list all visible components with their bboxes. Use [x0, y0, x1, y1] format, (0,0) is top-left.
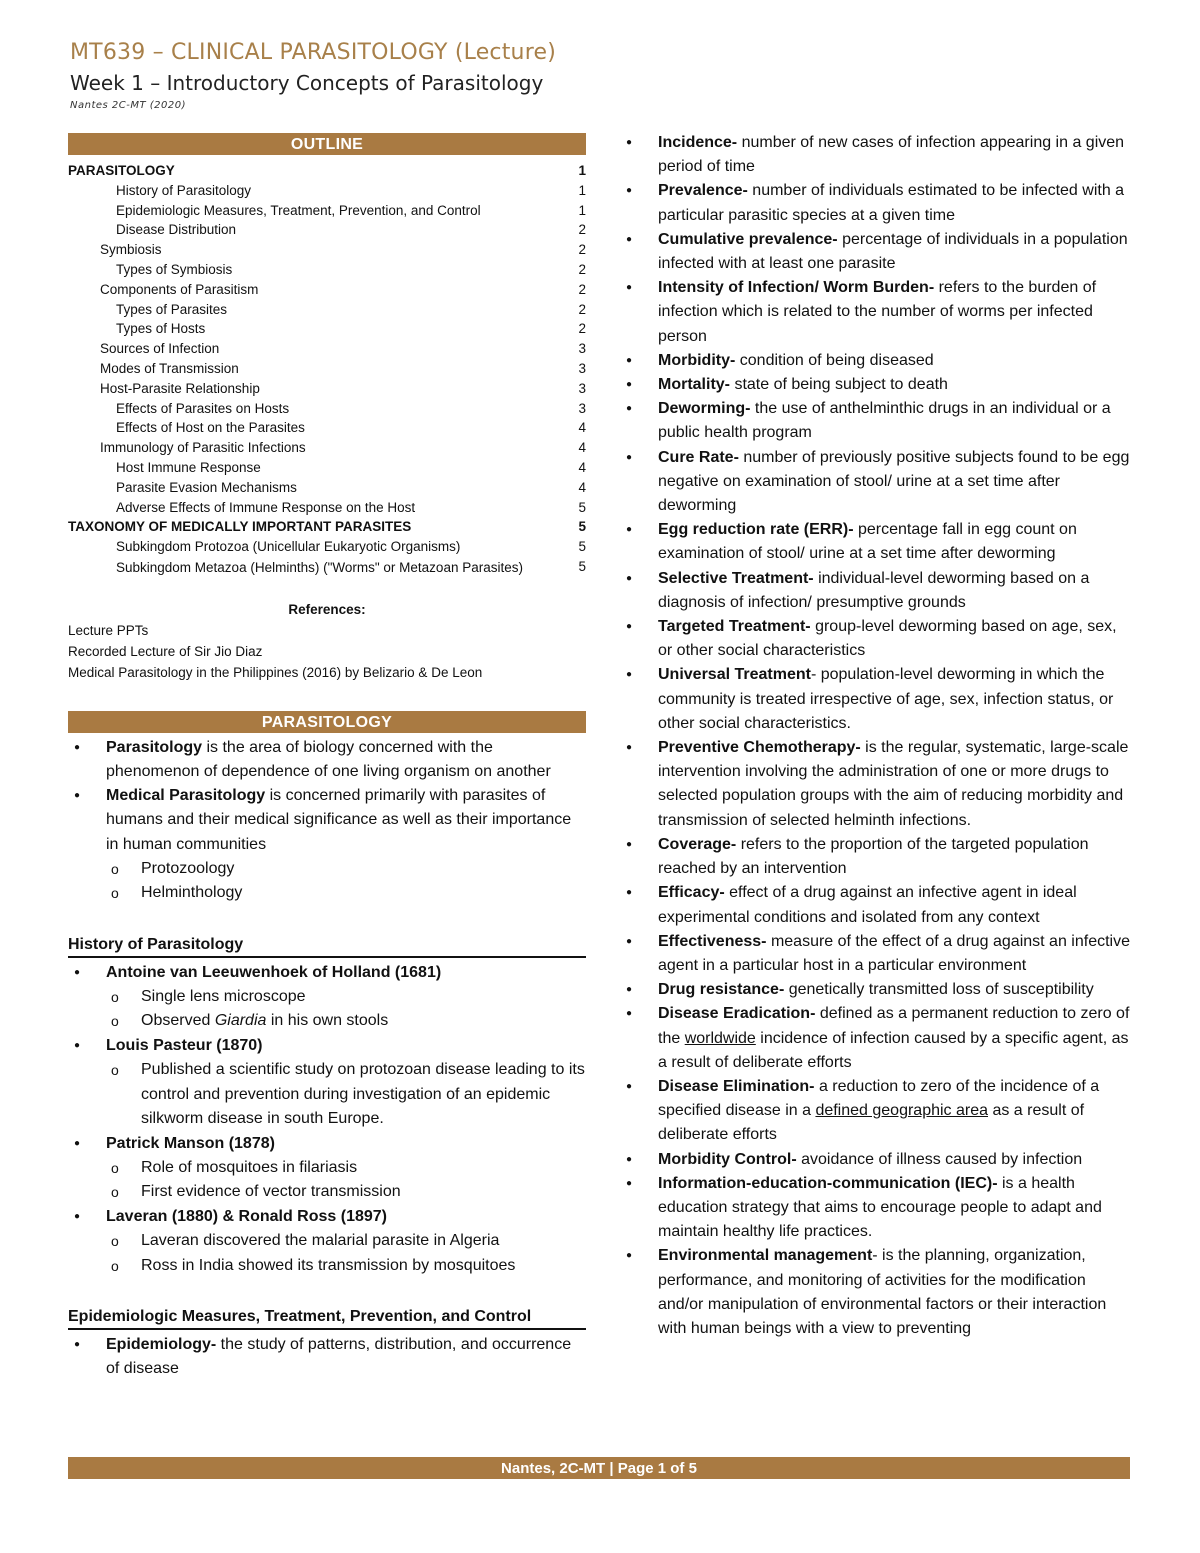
toc-entry-page: 5 — [578, 558, 586, 574]
definition-term: Morbidity- — [658, 351, 736, 369]
toc-entry-page: 2 — [578, 242, 586, 258]
toc-row — [68, 280, 586, 300]
definition-term: Disease Elimination- — [658, 1077, 815, 1095]
definition-item: ● Prevalence- number of individuals estimated to be infected with a particular parasitic species at a given time — [620, 179, 1132, 227]
toc-entry-page: 1 — [578, 163, 586, 178]
toc-entry-title: Components of Parasitism — [100, 281, 259, 297]
toc-row — [68, 379, 586, 399]
history-sub-item: o First evidence of vector transmission — [106, 1180, 586, 1205]
toc-entry-page: 4 — [578, 440, 586, 456]
definition-term: Universal Treatment — [658, 666, 811, 684]
sub-item: o Protozoology — [106, 857, 586, 882]
definition-term: Egg reduction rate (ERR)- — [658, 521, 854, 539]
history-sub-item: o Ross in India showed its transmission by mosquitoes — [106, 1254, 586, 1279]
toc-entry-page: 2 — [578, 222, 586, 238]
definition-item: ● Targeted Treatment- group-level deworming based on age, sex, or other social characteristics — [620, 615, 1132, 663]
toc-row — [68, 537, 586, 557]
toc-row — [68, 359, 586, 379]
toc-entry-page: 5 — [578, 539, 586, 555]
definition-term: Intensity of Infection/ Worm Burden- — [658, 279, 935, 297]
toc-row — [68, 319, 586, 339]
definition-term: Morbidity Control- — [658, 1150, 797, 1168]
toc-entry-page: 2 — [578, 301, 586, 317]
history-item — [68, 1132, 586, 1205]
toc-entry-title: Epidemiologic Measures, Treatment, Prevention, and Control — [116, 202, 481, 218]
left-column — [68, 133, 586, 1381]
list-item: ● Parasitology is the area of biology concerned with the phenomenon of dependence of one living organism on another — [68, 736, 586, 784]
toc-entry-title: Host Immune Response — [116, 459, 261, 475]
history-sub-item: o Role of mosquitoes in filariasis — [106, 1156, 586, 1181]
reference-item: Recorded Lecture of Sir Jio Diaz — [68, 643, 263, 659]
history-sub-item: o Observed Giardia in his own stools — [106, 1009, 586, 1034]
definition-term: Efficacy- — [658, 884, 725, 902]
definition-item: ● Efficacy- effect of a drug against an infective agent in ideal experimental conditions and isolated from any context — [620, 881, 1132, 929]
definition-item: ● Universal Treatment- population-level deworming in which the community is treated irrespective of age, sex, infection status, or other social characteristics. — [620, 663, 1132, 736]
toc-entry-title: Types of Parasites — [116, 301, 228, 317]
toc-entry-title: Adverse Effects of Immune Response on the Host — [116, 499, 416, 515]
definition-term: Effectiveness- — [658, 932, 767, 950]
author-line: Nantes 2C-MT (2020) — [70, 100, 187, 111]
history-item-name: Antoine van Leeuwenhoek of Holland (1681) — [106, 963, 442, 981]
parasitology-band: PARASITOLOGY — [68, 711, 586, 733]
table-of-contents — [68, 161, 586, 577]
toc-row — [68, 260, 586, 280]
toc-entry-title: Types of Hosts — [116, 321, 206, 337]
reference-item: Lecture PPTs — [68, 622, 149, 638]
toc-entry-page: 3 — [578, 341, 586, 357]
definition-item: ● Intensity of Infection/ Worm Burden- refers to the burden of infection which is related to the number of worms per infected person — [620, 276, 1132, 349]
right-column — [620, 131, 1132, 1341]
epidemiology-list — [68, 1333, 586, 1381]
toc-row — [68, 399, 586, 419]
definition-item: ● Mortality- state of being subject to death — [620, 373, 1132, 397]
history-sub-item: o Laveran discovered the malarial parasite in Algeria — [106, 1229, 586, 1254]
definition-item: ● Preventive Chemotherapy- is the regular, systematic, large-scale intervention involving the administration of one or more drugs to selected population groups with the aim of reducing morbidity and transmission of selected helminth infections. — [620, 736, 1132, 833]
toc-entry-page: 3 — [578, 400, 586, 416]
toc-entry-page: 3 — [578, 380, 586, 396]
toc-entry-page: 3 — [578, 360, 586, 376]
course-title: MT639 – CLINICAL PARASITOLOGY (Lecture) — [70, 40, 556, 65]
history-heading: History of Parasitology — [68, 934, 586, 958]
definition-term: Preventive Chemotherapy- — [658, 739, 861, 757]
definition-item: ● Environmental management- is the planning, organization, performance, and monitoring of activities for the modification and/or manipulation of environmental factors or their interaction with human beings with a view to preventing — [620, 1244, 1132, 1341]
toc-entry-title: PARASITOLOGY — [68, 163, 175, 178]
toc-entry-title: Subkingdom Protozoa (Unicellular Eukaryotic Organisms) — [116, 539, 461, 555]
history-item-name: Laveran (1880) & Ronald Ross (1897) — [106, 1207, 387, 1225]
outline-band: OUTLINE — [68, 133, 586, 155]
definition-item: ● Coverage- refers to the proportion of the targeted population reached by an intervention — [620, 833, 1132, 881]
history-sub-item: o Published a scientific study on protozoan disease leading to its control and prevention during investigation of an epidemic silkworm disease in south Europe. — [106, 1058, 586, 1132]
history-item — [68, 1034, 586, 1132]
toc-entry-title: Modes of Transmission — [100, 360, 239, 376]
definition-item: ● Drug resistance- genetically transmitted loss of susceptibility — [620, 978, 1132, 1002]
toc-entry-page: 1 — [578, 202, 586, 218]
history-item-name: Louis Pasteur (1870) — [106, 1036, 263, 1054]
definition-item: ● Morbidity Control- avoidance of illness caused by infection — [620, 1148, 1132, 1172]
toc-row — [68, 300, 586, 320]
toc-entry-title: Subkingdom Metazoa (Helminths) ("Worms" or Metazoan Parasites) — [116, 559, 523, 575]
toc-row — [68, 201, 586, 221]
definition-term: Prevalence- — [658, 182, 748, 200]
toc-entry-page: 4 — [578, 420, 586, 436]
toc-entry-title: Types of Symbiosis — [116, 261, 233, 277]
definition-term: Deworming- — [658, 400, 751, 418]
toc-entry-page: 2 — [578, 321, 586, 337]
references — [68, 599, 586, 683]
definition-item: ● Deworming- the use of anthelminthic drugs in an individual or a public health program — [620, 397, 1132, 445]
definition-term: Disease Eradication- — [658, 1005, 816, 1023]
toc-row — [68, 220, 586, 240]
definition-term: Cumulative prevalence- — [658, 230, 838, 248]
toc-row — [68, 181, 586, 201]
definitions-list — [620, 131, 1132, 1341]
definition-term: Selective Treatment- — [658, 569, 814, 587]
toc-row — [68, 339, 586, 359]
definition-item: ● Selective Treatment- individual-level deworming based on a diagnosis of infection/ presumptive grounds — [620, 567, 1132, 615]
definition-item: ● Disease Eradication- defined as a permanent reduction to zero of the worldwide incidence of infection caused by a specific agent, as a result of deliberate efforts — [620, 1002, 1132, 1075]
list-item: ● Epidemiology- the study of patterns, distribution, and occurrence of disease — [68, 1333, 586, 1381]
definition-term: Incidence- — [658, 134, 738, 151]
toc-entry-title: Effects of Parasites on Hosts — [116, 400, 290, 416]
definition-term: Coverage- — [658, 835, 737, 853]
toc-entry-title: History of Parasitology — [116, 182, 252, 198]
toc-row — [68, 478, 586, 498]
definition-item: ● Disease Elimination- a reduction to zero of the incidence of a specified disease in a defined geographic area as a result of deliberate efforts — [620, 1075, 1132, 1148]
toc-entry-title: Parasite Evasion Mechanisms — [116, 479, 297, 495]
toc-row — [68, 438, 586, 458]
definition-term: Mortality- — [658, 376, 730, 394]
definition-item: ● Cure Rate- number of previously positive subjects found to be egg negative on examination of stool/ urine at a set time after deworming — [620, 446, 1132, 519]
document-header — [70, 40, 556, 111]
week-subtitle: Week 1 – Introductory Concepts of Parasitology — [70, 71, 544, 95]
toc-row — [68, 498, 586, 518]
list-item: ● Medical Parasitology is concerned primarily with parasites of humans and their medical significance as well as their importance in human communities o Protozoology o Helminthology — [68, 784, 586, 906]
history-item — [68, 961, 586, 1034]
toc-entry-page: 2 — [578, 261, 586, 277]
reference-item: Medical Parasitology in the Philippines (2016) by Belizario & De Leon — [68, 664, 483, 680]
definition-term: Information-education-communication (IEC)- — [658, 1174, 998, 1192]
history-list — [68, 961, 586, 1278]
toc-entry-title: TAXONOMY OF MEDICALLY IMPORTANT PARASITES — [68, 519, 412, 535]
definition-term: Environmental management — [658, 1247, 873, 1265]
toc-entry-title: Effects of Host on the Parasites — [116, 420, 305, 436]
toc-entry-title: Immunology of Parasitic Infections — [100, 440, 306, 456]
toc-entry-page: 4 — [578, 479, 586, 495]
history-item-name: Patrick Manson (1878) — [106, 1134, 275, 1152]
references-title: References: — [288, 601, 366, 617]
toc-row — [68, 418, 586, 438]
toc-row — [68, 458, 586, 478]
toc-row — [68, 557, 586, 577]
definition-item: ● Effectiveness- measure of the effect of a drug against an infective agent in a particular host in a particular environment — [620, 930, 1132, 978]
history-sub-item: o Single lens microscope — [106, 985, 586, 1010]
definition-item: ● Incidence- number of new cases of infection appearing in a given period of time — [620, 131, 1132, 179]
definition-term: Cure Rate- — [658, 448, 739, 466]
toc-entry-page: 5 — [578, 519, 586, 535]
definition-item: ● Cumulative prevalence- percentage of individuals in a population infected with at least one parasite — [620, 228, 1132, 276]
toc-row — [68, 240, 586, 260]
definition-item: ● Information-education-communication (IEC)- is a health education strategy that aims to encourage people to adapt and maintain healthy life practices. — [620, 1172, 1132, 1245]
history-item — [68, 1205, 586, 1278]
toc-row — [68, 161, 586, 181]
toc-entry-title: Symbiosis — [100, 242, 162, 258]
definition-item: ● Egg reduction rate (ERR)- percentage fall in egg count on examination of stool/ urine at a set time after deworming — [620, 518, 1132, 566]
toc-entry-title: Host-Parasite Relationship — [100, 380, 260, 396]
definition-term: Targeted Treatment- — [658, 618, 811, 636]
toc-entry-page: 1 — [578, 182, 586, 198]
toc-entry-title: Disease Distribution — [116, 222, 237, 238]
toc-entry-page: 5 — [578, 499, 586, 515]
definition-term: Drug resistance- — [658, 981, 785, 999]
toc-row — [68, 517, 586, 537]
toc-entry-title: Sources of Infection — [100, 341, 220, 357]
toc-entry-page: 4 — [578, 459, 586, 475]
epidemiology-heading: Epidemiologic Measures, Treatment, Prevention, and Control — [68, 1306, 586, 1330]
sub-item: o Helminthology — [106, 881, 586, 906]
parasitology-list — [68, 736, 586, 906]
toc-entry-page: 2 — [578, 281, 586, 297]
page-footer: Nantes, 2C-MT | Page 1 of 5 — [68, 1457, 1130, 1479]
definition-item: ● Morbidity- condition of being diseased — [620, 349, 1132, 373]
